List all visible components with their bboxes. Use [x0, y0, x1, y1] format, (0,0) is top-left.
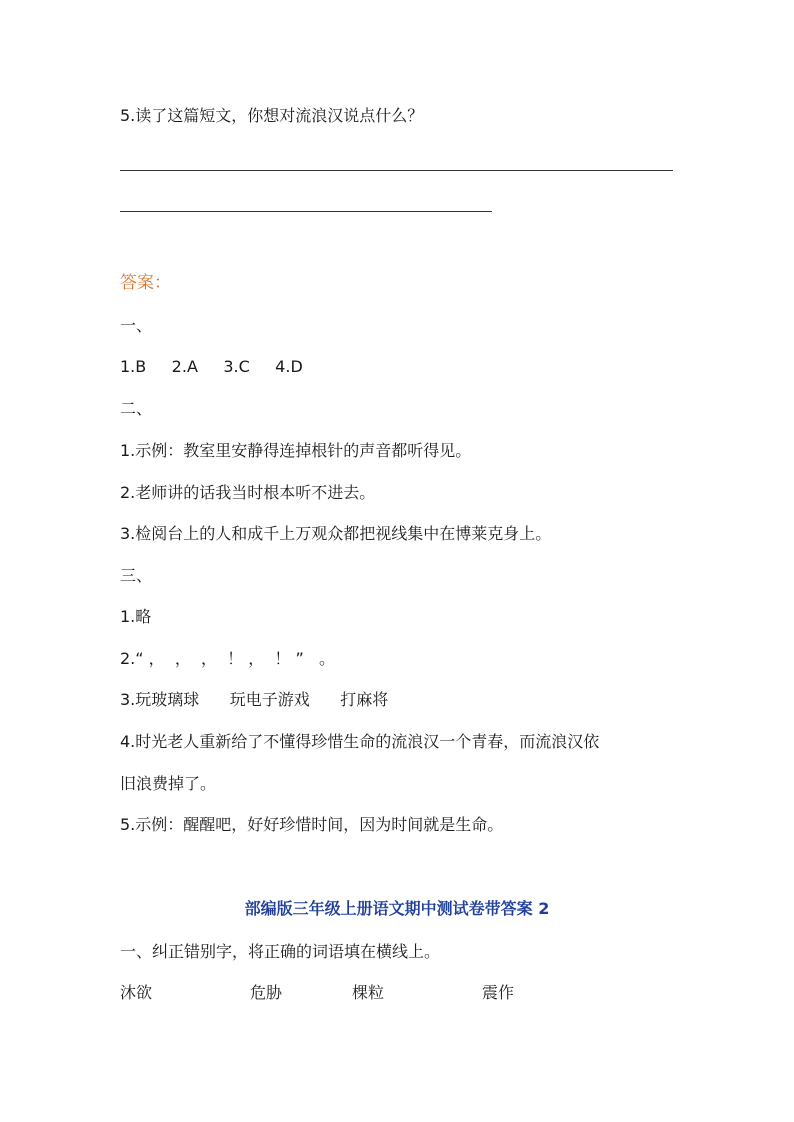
section-1-heading: 一、 — [120, 316, 153, 335]
section-1-answers: 1.B 2.A 3.C 4.D — [120, 357, 303, 376]
answer-blank-line-2 — [120, 211, 492, 212]
section-2-answer-1: 1.示例：教室里安静得连掉根针的声音都听得见。 — [120, 441, 472, 460]
word-item: 沐欲 — [120, 983, 153, 1002]
answers-heading: 答案： — [120, 273, 171, 293]
question-5: 5.读了这篇短文，你想对流浪汉说点什么？ — [120, 106, 424, 125]
section-2-heading: 二、 — [120, 399, 153, 418]
test-2-question-1: 一、纠正错别字，将正确的词语填在横线上。 — [120, 942, 441, 961]
section-3-answer-3: 3.玩玻璃球 玩电子游戏 打麻将 — [120, 690, 389, 709]
section-3-heading: 三、 — [120, 566, 153, 585]
test-2-title: 部编版三年级上册语文期中测试卷带答案 2 — [244, 899, 550, 918]
answer-blank-line-1 — [120, 170, 673, 171]
section-3-answer-2: 2.“ ， ， ， ！ ， ！ ” 。 — [120, 649, 336, 668]
word-item: 震作 — [482, 983, 515, 1002]
section-2-answer-3: 3.检阅台上的人和成千上万观众都把视线集中在博莱克身上。 — [120, 524, 552, 543]
word-item: 棵粒 — [352, 983, 385, 1002]
section-2-answer-2: 2.老师讲的话我当时根本听不进去。 — [120, 483, 376, 502]
section-3-answer-4-continued: 旧浪费掉了。 — [120, 774, 217, 793]
section-3-answer-5: 5.示例：醒醒吧，好好珍惜时间，因为时间就是生命。 — [120, 815, 504, 834]
section-3-answer-1: 1.略 — [120, 607, 152, 626]
word-item: 危胁 — [250, 983, 283, 1002]
section-3-answer-4: 4.时光老人重新给了不懂得珍惜生命的流浪汉一个青春，而流浪汉依 — [120, 732, 600, 751]
